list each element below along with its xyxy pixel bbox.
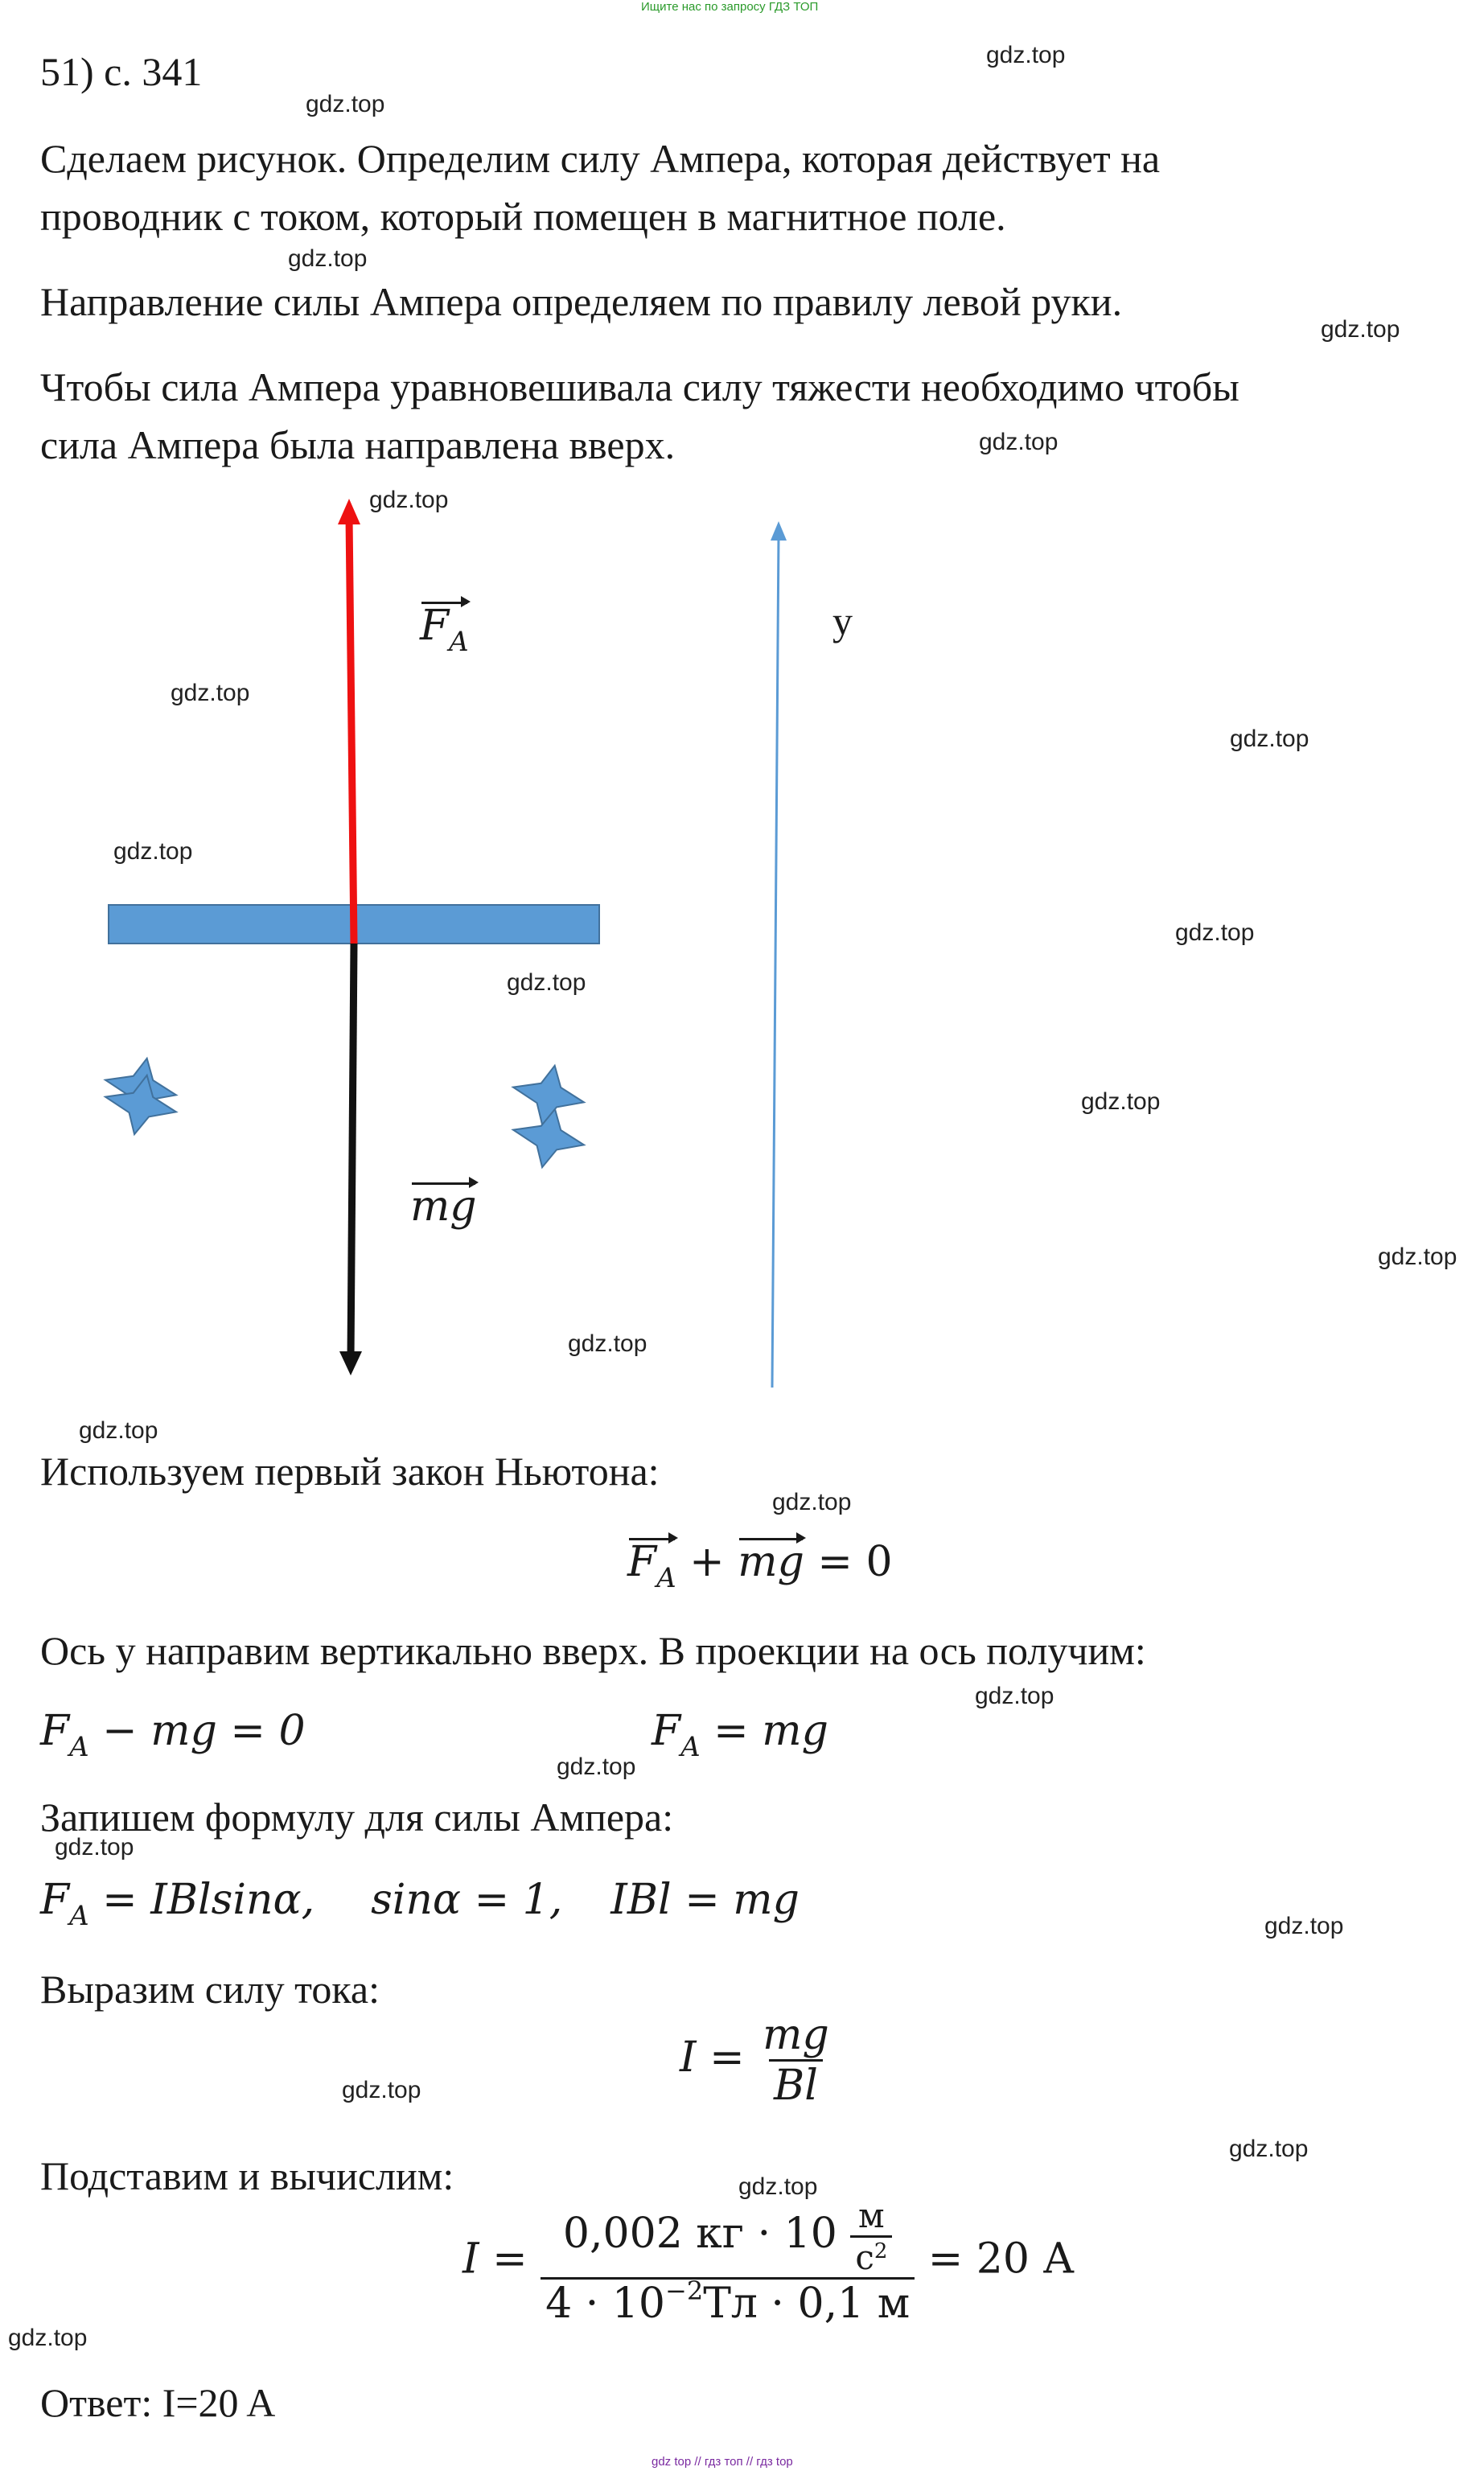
paragraph-2: Направление силы Ампера определяем по правилу левой руки. xyxy=(40,279,1123,324)
task-heading: 51) с. 341 xyxy=(40,49,203,94)
watermark: gdz.top xyxy=(1081,1088,1161,1115)
watermark: gdz.top xyxy=(8,2325,88,2351)
watermark: gdz.top xyxy=(986,42,1066,68)
watermark: gdz.top xyxy=(113,838,193,865)
paragraph-3-line-1: Чтобы сила Ампера уравновешивала силу тяжести необходимо чтобы xyxy=(40,364,1239,409)
paragraph-1-line-1: Сделаем рисунок. Определим силу Ампера, которая действует на xyxy=(40,136,1161,181)
watermark: gdz.top xyxy=(1229,2136,1309,2162)
gravity-force-arrowhead xyxy=(339,1351,362,1375)
force-diagram xyxy=(0,483,1484,1400)
watermark: gdz.top xyxy=(557,1754,636,1780)
watermark: gdz.top xyxy=(1175,919,1255,946)
watermark: gdz.top xyxy=(171,680,250,706)
y-axis-arrowhead xyxy=(771,521,787,541)
watermark: gdz.top xyxy=(1378,1244,1457,1270)
watermark: gdz.top xyxy=(288,245,368,272)
y-axis-label: y xyxy=(832,598,853,643)
watermark: gdz.top xyxy=(568,1330,647,1357)
watermark: gdz.top xyxy=(1230,726,1309,752)
ampere-force-label: $F_A$ xyxy=(420,602,469,658)
watermark: gdz.top xyxy=(306,91,385,117)
watermark: gdz.top xyxy=(55,1834,134,1860)
paragraph-4: Используем первый закон Ньютона: xyxy=(40,1449,660,1494)
top-banner: Ищите нас по запросу ГДЗ ТОП xyxy=(641,0,819,14)
ampere-force-arrowhead xyxy=(338,499,360,524)
watermark: gdz.top xyxy=(738,2173,818,2200)
ampere-formula: $F_A = IBlsin\alpha$, sinα = 1, IBl = mg xyxy=(40,1876,800,1932)
watermark: gdz.top xyxy=(975,1683,1054,1709)
calculation-formula: I = 0,002 кг · 10 $\frac{м}{с^2}$ $4 \cdot 10^{-2}Тл \cdot 0,1$ м = 20 А xyxy=(462,2196,1075,2328)
gravity-force-label: mg xyxy=(410,1182,477,1231)
current-formula: I = $\frac{mg}{Bl}$ xyxy=(680,2011,829,2110)
magnetic-field-stars xyxy=(99,1050,590,1174)
projection-equation-2: $F_A$ = mg xyxy=(652,1707,828,1763)
paragraph-5: Ось y направим вертикально вверх. В проекции на ось получим: xyxy=(40,1628,1146,1673)
watermark: gdz.top xyxy=(1321,316,1400,343)
y-axis-line xyxy=(772,535,779,1388)
watermark: gdz.top xyxy=(772,1489,852,1515)
watermark: gdz.top xyxy=(369,487,449,513)
paragraph-6: Запишем формулу для силы Ампера: xyxy=(40,1795,674,1840)
paragraph-7: Выразим силу тока: xyxy=(40,1967,380,2012)
paragraph-8: Подставим и вычислим: xyxy=(40,2153,454,2198)
watermark: gdz.top xyxy=(979,429,1059,455)
projection-equation-1: $F_A$ − mg = 0 xyxy=(40,1707,306,1763)
bottom-banner: gdz top // гдз топ // гдз top xyxy=(652,2455,793,2469)
paragraph-3-line-2: сила Ампера была направлена вверх. xyxy=(40,422,676,467)
watermark: gdz.top xyxy=(507,969,586,996)
answer: Ответ: I=20 A xyxy=(40,2380,276,2425)
watermark: gdz.top xyxy=(1264,1913,1344,1939)
ampere-force-arrow xyxy=(349,516,354,944)
newton-equation: $F_A$ + mg = 0 xyxy=(627,1538,893,1594)
watermark: gdz.top xyxy=(342,2077,421,2103)
gravity-force-arrow xyxy=(351,944,354,1359)
paragraph-1-line-2: проводник с током, который помещен в магнитное поле. xyxy=(40,194,1006,239)
watermark: gdz.top xyxy=(79,1417,158,1444)
